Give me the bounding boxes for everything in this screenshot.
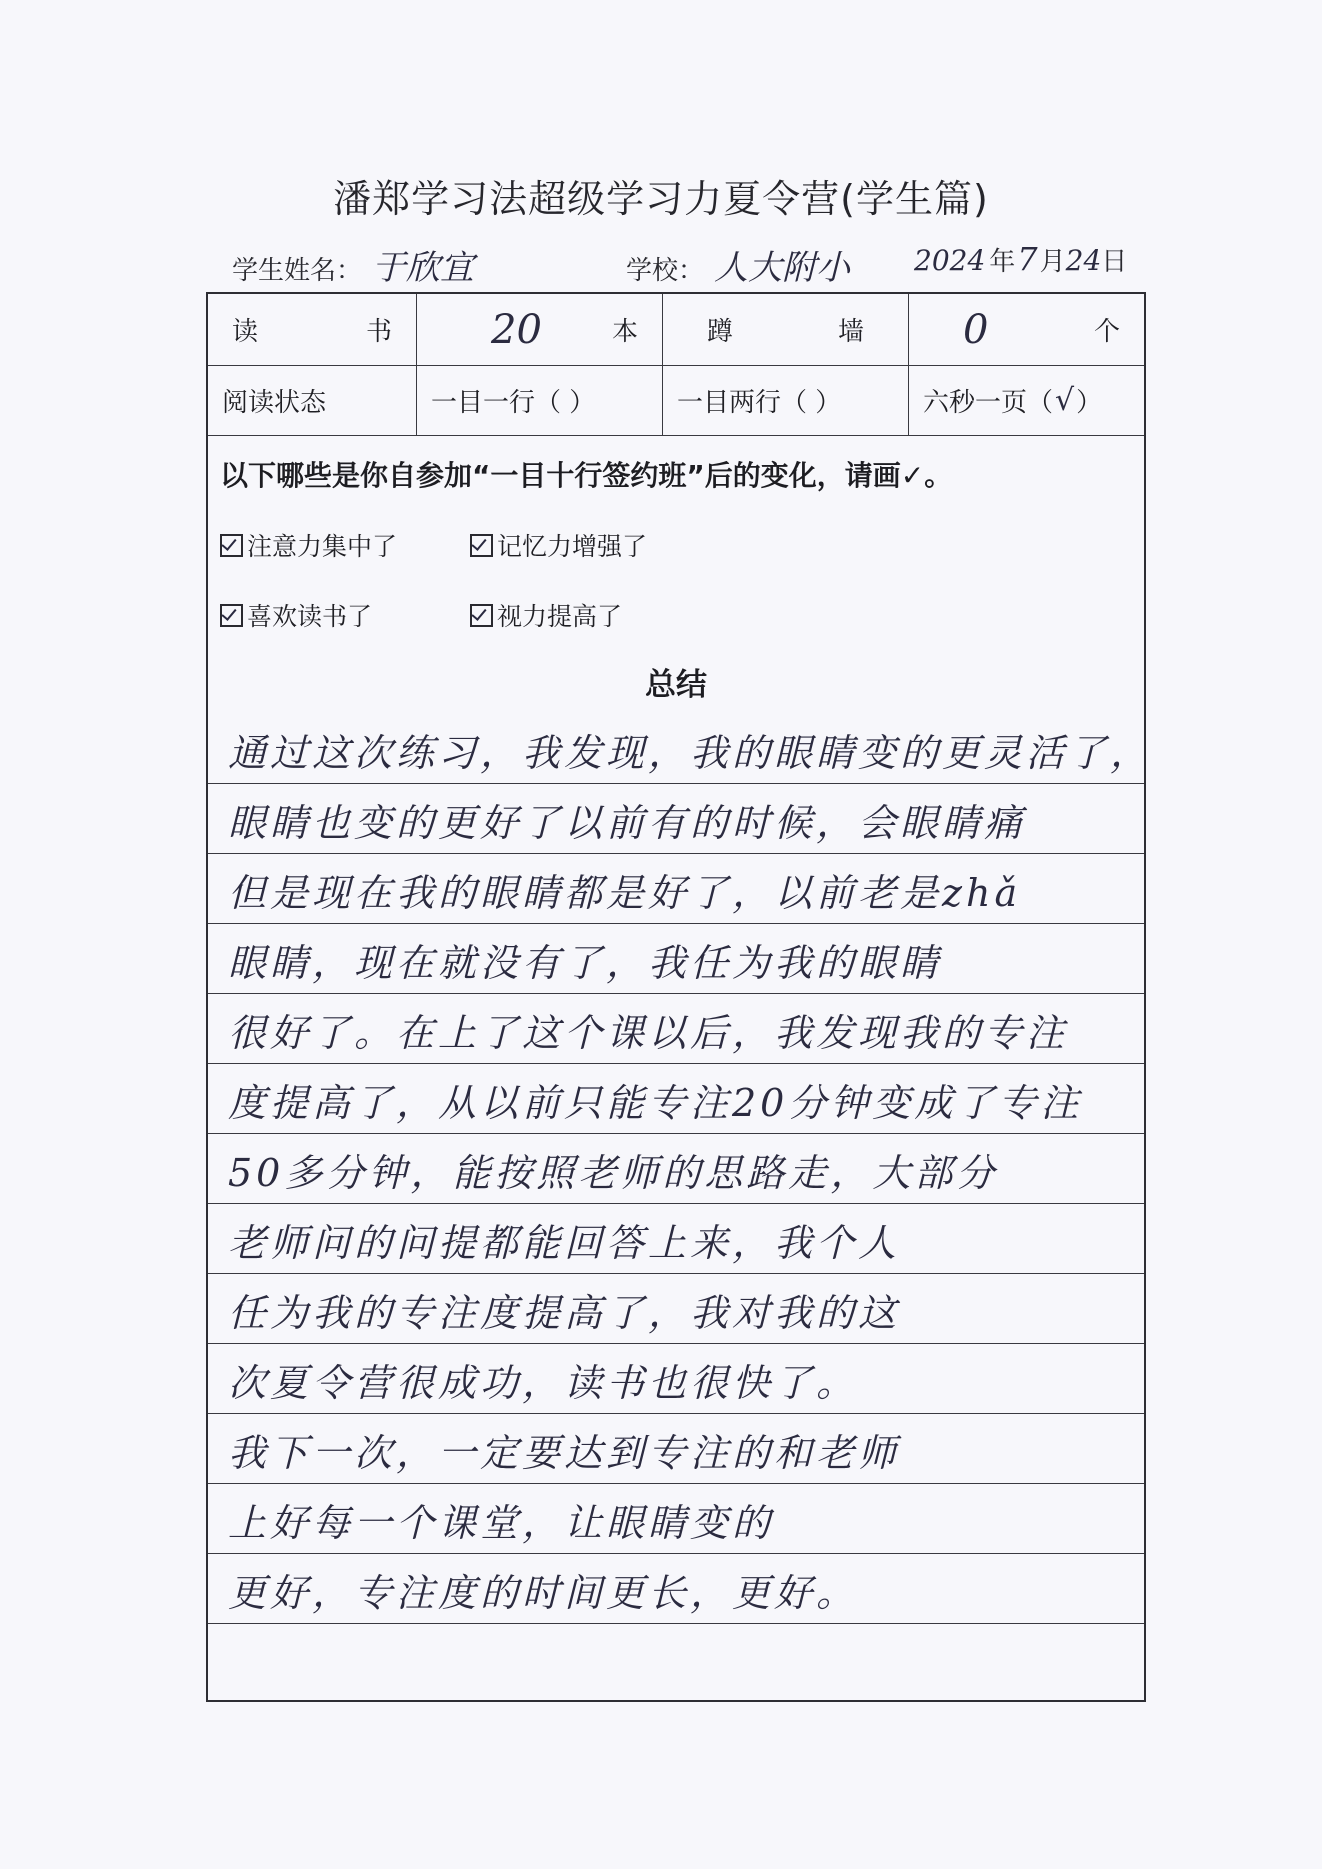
change-item: [470, 597, 622, 633]
change-item: [220, 597, 372, 633]
reading-option-3-prefix: 六秒一页（: [923, 388, 1054, 418]
student-name-field: [232, 240, 474, 289]
change-item-label: 记忆力增强了: [497, 532, 648, 561]
summary-line: [208, 1554, 1144, 1624]
change-item-label: 喜欢读书了: [247, 602, 373, 631]
reading-option-2: 一目两行（ ）: [663, 366, 909, 435]
change-item: [220, 527, 397, 563]
summary-line: [208, 1064, 1144, 1134]
read-value-cell: [417, 294, 663, 365]
change-item: [470, 527, 647, 563]
school-field: [626, 240, 850, 289]
checked-box-icon: [470, 534, 493, 557]
reading-state-row: [208, 366, 1144, 436]
date-field: [914, 240, 1127, 278]
student-name-value: 于欣宜: [372, 248, 475, 288]
reading-option-3: [909, 366, 1144, 435]
wall-label-a: 蹲: [707, 317, 734, 347]
page-title: 潘郑学习法超级学习力夏令营(学生篇): [333, 177, 989, 221]
summary-line-text: 老师问的问提都能回答上来，我个人: [228, 1221, 901, 1265]
summary-line: [208, 994, 1144, 1064]
summary-line: [208, 1484, 1144, 1554]
summary-line: [208, 1274, 1144, 1344]
wall-label-b: 墙: [837, 317, 864, 347]
summary-line-text: 更好，专注度的时间更长，更好。: [228, 1571, 859, 1615]
summary-line-text: 眼睛，现在就没有了，我任为我的眼睛: [228, 941, 943, 985]
read-label-cell: [208, 294, 417, 365]
date-month: 7: [1017, 240, 1038, 278]
summary-line-text: 但是现在我的眼睛都是好了，以前老是zhǎ: [228, 871, 1022, 915]
changes-prompt: 以下哪些是你自参加“一目十行签约班”后的变化，请画✓。: [220, 459, 953, 492]
summary-line: [208, 1344, 1144, 1414]
summary-line-text: 通过这次练习，我发现，我的眼睛变的更灵活了，: [228, 731, 1153, 775]
stats-row: [208, 294, 1144, 366]
summary-line-text: 很好了。在上了这个课以后，我发现我的专注: [228, 1011, 1069, 1055]
date-year-unit: 年: [989, 247, 1016, 277]
wall-value: 0: [963, 306, 989, 353]
student-name-label: 学生姓名：: [232, 256, 363, 286]
school-label: 学校：: [626, 256, 705, 286]
checked-box-icon: [220, 604, 243, 627]
reading-option-3-mark: √: [1055, 383, 1075, 418]
date-day: 24: [1065, 244, 1102, 277]
change-item-label: 视力提高了: [497, 602, 623, 631]
summary-line: [208, 1204, 1144, 1274]
wall-unit: 个: [1093, 317, 1120, 347]
date-day-unit: 日: [1101, 247, 1128, 277]
wall-label-cell: [663, 294, 909, 365]
summary-line-text: 任为我的专注度提高了，我对我的这: [228, 1291, 901, 1335]
summary-line: [208, 714, 1153, 784]
school-value: 人大附小: [714, 248, 851, 288]
checked-box-icon: [220, 534, 243, 557]
summary-line-text: 眼睛也变的更好了以前有的时候，会眼睛痛: [228, 801, 1027, 845]
date-year: 2024: [914, 244, 986, 277]
summary-line-text: 50多分钟，能按照老师的思路走，大部分: [228, 1151, 999, 1195]
wall-value-cell: [909, 294, 1144, 365]
reading-option-1: 一目一行（ ）: [417, 366, 663, 435]
summary-line: [208, 784, 1144, 854]
checked-box-icon: [470, 604, 493, 627]
summary-line: [208, 924, 1144, 994]
read-unit: 本: [611, 317, 638, 347]
date-month-unit: 月: [1039, 247, 1066, 277]
reading-option-3-suffix: ）: [1076, 388, 1103, 418]
summary-line: [208, 854, 1144, 924]
reading-state-label: 阅读状态: [208, 366, 417, 435]
read-value: 20: [491, 306, 542, 353]
summary-title: 总结: [645, 667, 707, 703]
summary-line-text: 上好每一个课堂，让眼睛变的: [228, 1501, 775, 1545]
summary-line-text: 次夏令营很成功，读书也很快了。: [228, 1361, 859, 1405]
summary-line: [208, 1414, 1144, 1484]
summary-line-text: 我下一次，一定要达到专注的和老师: [228, 1431, 901, 1475]
camp-form: [206, 292, 1153, 1702]
summary-line: [208, 1134, 1144, 1204]
change-item-label: 注意力集中了: [247, 532, 398, 561]
read-label-b: 书: [365, 317, 392, 347]
summary-line-text: 度提高了，从以前只能专注20分钟变成了专注: [228, 1081, 1083, 1125]
read-label-a: 读: [232, 317, 259, 347]
